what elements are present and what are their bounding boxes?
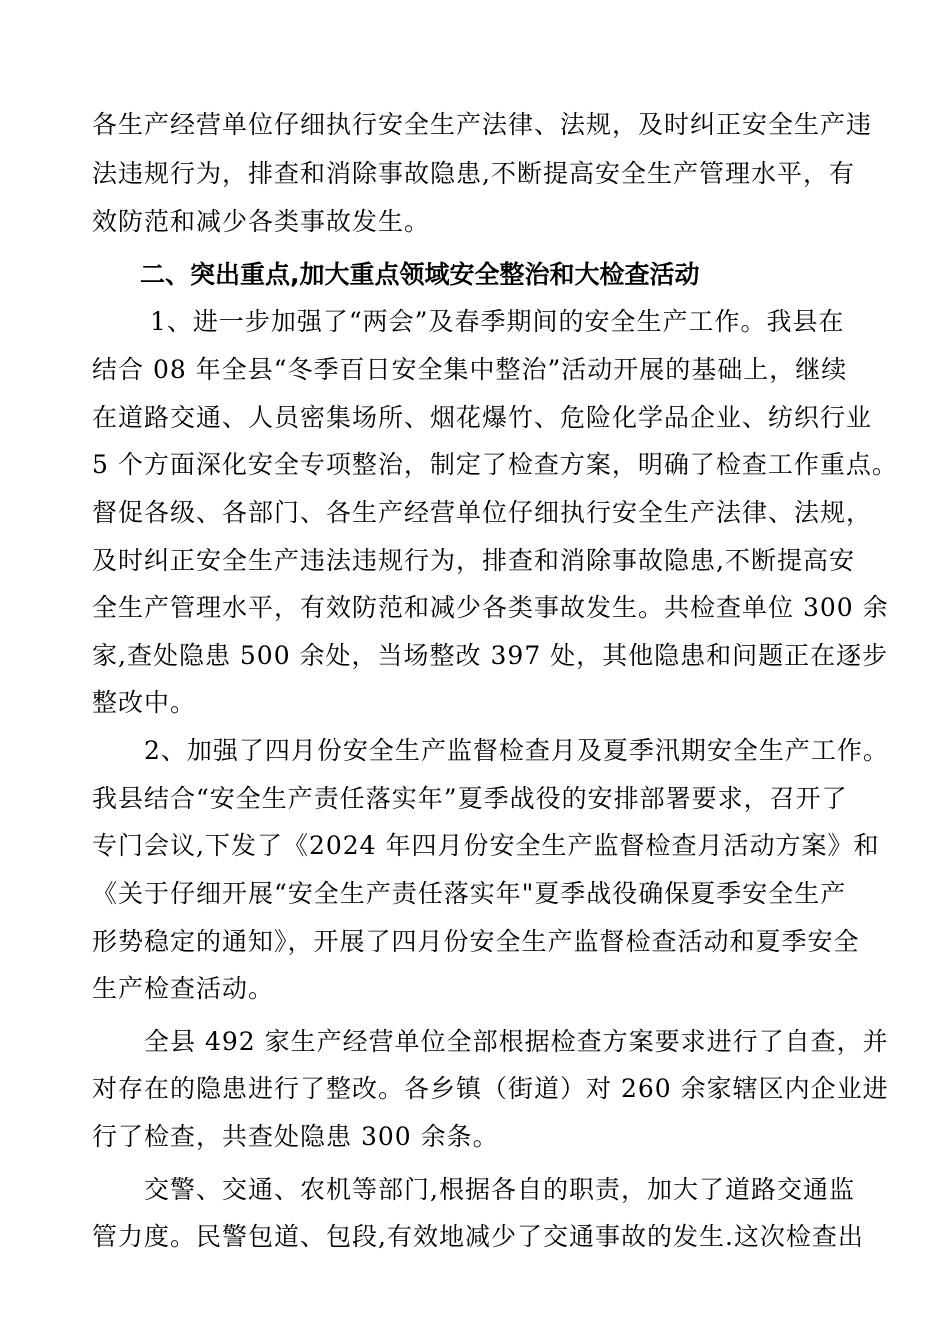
text-line: 1、进一步加强了“两会”及春季期间的安全生产工作。我县在 <box>150 307 845 336</box>
text-line: 督促各级、各部门、各生产经营单位仔细执行安全生产法律、法规， <box>92 498 873 527</box>
text-line: 全生产管理水平，有效防范和减少各类事故发生。共检查单位 300 余 <box>92 593 889 622</box>
text-line: 生产检查活动。 <box>92 974 275 1003</box>
text-line: 法违规行为，排查和消除事故隐患,不断提高安全生产管理水平，有 <box>92 159 855 188</box>
text-line: 全县 492 家生产经营单位全部根据检查方案要求进行了自查，并 <box>144 1027 889 1056</box>
text-line: 在道路交通、人员密集场所、烟花爆竹、危险化学品企业、纺织行业 <box>92 403 873 432</box>
text-line: 专门会议,下发了《2024 年四月份安全生产监督检查月活动方案》和 <box>92 831 880 860</box>
text-line: 5 个方面深化安全专项整治，制定了检查方案，明确了检查工作重点。 <box>92 450 898 479</box>
text-line: 对存在的隐患进行了整改。各乡镇（街道）对 260 余家辖区内企业进 <box>92 1074 889 1103</box>
section-heading: 二、突出重点,加大重点领域安全整治和大检查活动 <box>140 260 700 289</box>
text-line: 整改中。 <box>92 688 197 717</box>
text-line: 形势稳定的通知》，开展了四月份安全生产监督检查活动和夏季安全 <box>92 927 860 956</box>
text-line: 结合 08 年全县“冬季百日安全集中整治”活动开展的基础上，继续 <box>92 355 848 384</box>
text-line: 《关于仔细开展“安全生产责任落实年"夏季战役确保夏季安全生产 <box>92 879 847 908</box>
text-line: 各生产经营单位仔细执行安全生产法律、法规，及时纠正安全生产违 <box>92 110 873 139</box>
text-line: 管力度。民警包道、包段,有效地减少了交通事故的发生.这次检查出 <box>92 1222 864 1251</box>
text-line: 行了检查，共查处隐患 300 余条。 <box>92 1122 499 1151</box>
text-line: 2、加强了四月份安全生产监督检查月及夏季汛期安全生产工作。 <box>144 736 889 765</box>
text-line: 我县结合“安全生产责任落实年”夏季战役的安排部署要求，召开了 <box>92 784 848 813</box>
text-line: 及时纠正安全生产违法违规行为，排查和消除事故隐患,不断提高安 <box>92 546 855 575</box>
text-line: 家,查处隐患 500 余处，当场整改 397 处，其他隐患和问题正在逐步 <box>92 641 889 670</box>
text-line: 效防范和减少各类事故发生。 <box>92 207 431 236</box>
text-line: 交警、交通、农机等部门,根据各自的职责，加大了道路交通监 <box>144 1175 855 1204</box>
